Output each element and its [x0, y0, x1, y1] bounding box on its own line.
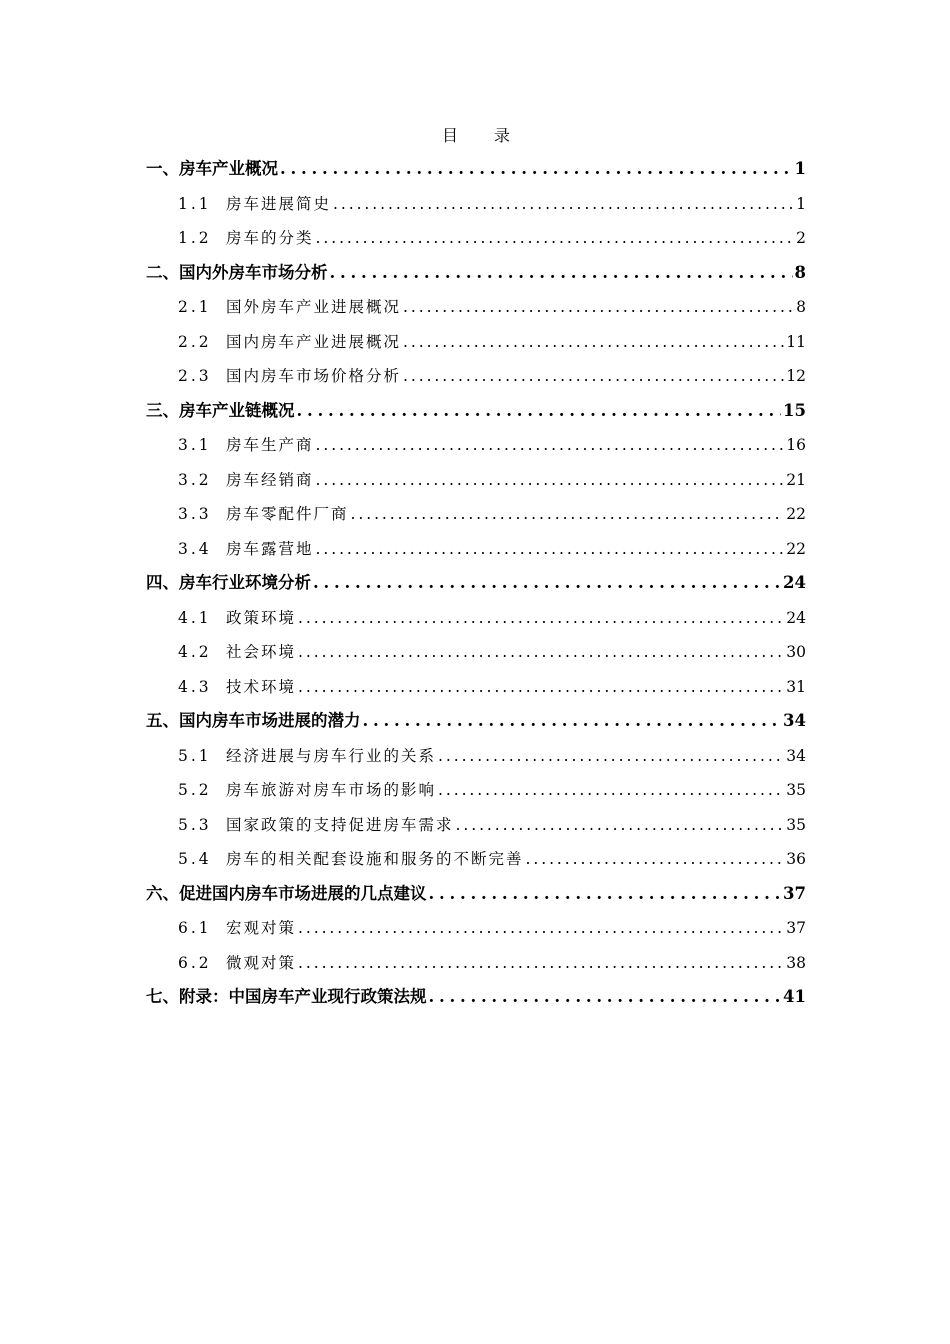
- toc-dot-leader: [456, 808, 785, 843]
- toc-page-number: 16: [786, 436, 806, 454]
- toc-entry-text: 房车生产商: [226, 436, 314, 454]
- toc-entry-text: 国家政策的支持促进房车需求: [226, 815, 454, 834]
- toc-entry-text: 房车的分类: [226, 229, 314, 247]
- toc-section-number: 2.3: [178, 367, 212, 385]
- toc-section-number: 2.2: [178, 332, 212, 351]
- toc-entry-text: 房车露营地: [226, 539, 314, 558]
- toc-dot-leader: [438, 773, 784, 808]
- toc-section-number: 5.3: [178, 815, 212, 834]
- toc-chapter-entry[interactable]: [146, 704, 806, 739]
- toc-entry-label: [178, 532, 314, 567]
- toc-entry-label: [178, 359, 401, 394]
- toc-page-number: 31: [786, 677, 806, 696]
- toc-section-entry[interactable]: [146, 221, 806, 256]
- toc-entry-text: 国内房车市场价格分析: [226, 367, 402, 385]
- toc-section-number: 2.1: [178, 298, 212, 316]
- toc-entry-label: [178, 428, 314, 463]
- toc-entry-text: 房车零配件厂商: [226, 505, 349, 523]
- toc-entry-text: 技术环境: [226, 677, 297, 696]
- toc-entry-label: [146, 980, 427, 1015]
- toc-dot-leader: [298, 601, 784, 636]
- toc-section-entry[interactable]: [146, 808, 806, 843]
- toc-section-entry[interactable]: [146, 290, 806, 325]
- toc-dot-leader: [429, 980, 782, 1015]
- toc-entry-text: 国外房车产业进展概况: [226, 298, 402, 316]
- toc-section-number: 5.4: [178, 850, 212, 868]
- toc-dot-leader: [438, 739, 784, 774]
- toc-page-number: 34: [783, 711, 806, 730]
- toc-entry-text: 房车进展简史: [226, 194, 332, 213]
- toc-page-number: 8: [796, 298, 806, 316]
- toc-section-number: 4.3: [178, 677, 212, 696]
- toc-dot-leader: [297, 394, 782, 429]
- toc-entry-label: [178, 635, 296, 670]
- toc-entry-label: [178, 842, 524, 877]
- toc-dot-leader: [351, 497, 785, 532]
- toc-entry-text: 四、房车行业环境分析: [146, 573, 311, 592]
- toc-entry-text: 国内房车产业进展概况: [226, 332, 402, 351]
- toc-page-number: 1: [794, 159, 806, 178]
- toc-section-entry[interactable]: [146, 946, 806, 981]
- toc-dot-leader: [333, 187, 794, 222]
- toc-section-number: 6.2: [178, 953, 212, 972]
- toc-entry-text: 一、房车产业概况: [146, 159, 278, 178]
- toc-dot-leader: [316, 221, 795, 256]
- toc-dot-leader: [330, 256, 793, 291]
- toc-section-number: 3.2: [178, 470, 212, 489]
- toc-list: [146, 152, 806, 1015]
- toc-dot-leader: [316, 463, 785, 498]
- toc-page-number: 24: [783, 573, 806, 592]
- toc-entry-label: [178, 290, 401, 325]
- toc-entry-label: [178, 187, 331, 222]
- toc-chapter-entry[interactable]: [146, 394, 806, 429]
- toc-page-number: 38: [786, 953, 806, 972]
- toc-section-number: 1.2: [178, 229, 212, 247]
- toc-section-number: 4.1: [178, 608, 212, 627]
- table-of-contents: [146, 120, 806, 1015]
- toc-section-entry[interactable]: [146, 325, 806, 360]
- toc-entry-text: 宏观对策: [226, 919, 297, 937]
- toc-chapter-entry[interactable]: [146, 877, 806, 912]
- toc-section-number: 6.1: [178, 919, 212, 937]
- toc-entry-label: [146, 256, 328, 291]
- toc-page-number: 41: [783, 987, 806, 1006]
- toc-section-entry[interactable]: [146, 428, 806, 463]
- toc-page-number: 1: [796, 194, 806, 213]
- toc-entry-label: [146, 704, 361, 739]
- toc-entry-label: [178, 911, 296, 946]
- toc-page-number: 35: [786, 815, 806, 834]
- toc-section-number: 3.3: [178, 505, 212, 523]
- toc-page-number: 22: [786, 539, 806, 558]
- toc-section-entry[interactable]: [146, 911, 806, 946]
- toc-entry-text: 政策环境: [226, 608, 297, 627]
- toc-entry-text: 五、国内房车市场进展的潜力: [146, 711, 361, 730]
- toc-section-number: 3.1: [178, 436, 212, 454]
- toc-entry-text: 微观对策: [226, 953, 297, 972]
- toc-section-number: 1.1: [178, 194, 212, 213]
- toc-entry-label: [178, 739, 436, 774]
- toc-dot-leader: [363, 704, 782, 739]
- toc-entry-label: [178, 601, 296, 636]
- toc-chapter-entry[interactable]: [146, 980, 806, 1015]
- toc-dot-leader: [280, 152, 793, 187]
- toc-page-number: 11: [786, 332, 806, 351]
- toc-entry-text: 房车的相关配套设施和服务的不断完善: [226, 850, 524, 868]
- toc-section-entry[interactable]: [146, 670, 806, 705]
- toc-title: 目录: [441, 126, 546, 145]
- toc-dot-leader: [429, 877, 782, 912]
- toc-section-entry[interactable]: [146, 187, 806, 222]
- toc-dot-leader: [313, 566, 781, 601]
- toc-page-number: 22: [786, 505, 806, 523]
- toc-section-entry[interactable]: [146, 359, 806, 394]
- toc-dot-leader: [316, 532, 785, 567]
- toc-entry-text: 六、促进国内房车市场进展的几点建议: [146, 883, 427, 903]
- toc-section-number: 5.1: [178, 746, 212, 765]
- toc-entry-text: 社会环境: [226, 643, 297, 661]
- toc-dot-leader: [298, 670, 784, 705]
- toc-section-number: 3.4: [178, 539, 212, 558]
- toc-dot-leader: [403, 359, 784, 394]
- toc-section-entry[interactable]: [146, 532, 806, 567]
- toc-entry-text: 经济进展与房车行业的关系: [226, 746, 437, 765]
- toc-entry-label: [146, 394, 295, 429]
- toc-entry-label: [178, 325, 401, 360]
- toc-page-number: 37: [783, 883, 806, 903]
- toc-dot-leader: [298, 911, 784, 946]
- toc-entry-text: 七、附录：中国房车产业现行政策法规: [146, 987, 427, 1006]
- toc-dot-leader: [403, 290, 794, 325]
- toc-entry-label: [146, 566, 311, 601]
- toc-chapter-entry[interactable]: [146, 152, 806, 187]
- toc-page-number: 12: [786, 367, 806, 385]
- toc-section-entry[interactable]: [146, 497, 806, 532]
- toc-dot-leader: [316, 428, 785, 463]
- toc-page-number: 21: [786, 470, 806, 489]
- toc-page-number: 8: [794, 262, 806, 282]
- toc-section-number: 5.2: [178, 781, 212, 799]
- toc-entry-label: [178, 808, 454, 843]
- toc-page-number: 36: [786, 850, 806, 868]
- toc-page-number: 34: [786, 746, 806, 765]
- toc-dot-leader: [298, 635, 784, 670]
- toc-entry-text: 二、国内外房车市场分析: [146, 262, 328, 282]
- toc-entry-label: [178, 463, 314, 498]
- toc-entry-label: [178, 497, 349, 532]
- toc-page-number: 30: [786, 643, 806, 661]
- toc-chapter-entry[interactable]: [146, 256, 806, 291]
- toc-entry-label: [146, 877, 427, 912]
- toc-entry-label: [178, 773, 436, 808]
- toc-section-entry[interactable]: [146, 635, 806, 670]
- toc-section-entry[interactable]: [146, 842, 806, 877]
- toc-section-number: 4.2: [178, 643, 212, 661]
- toc-page-number: 24: [786, 608, 806, 627]
- toc-section-entry[interactable]: [146, 773, 806, 808]
- toc-section-entry[interactable]: [146, 463, 806, 498]
- toc-page-number: 35: [786, 781, 806, 799]
- toc-section-entry[interactable]: [146, 739, 806, 774]
- toc-dot-leader: [403, 325, 784, 360]
- toc-entry-text: 三、房车产业链概况: [146, 400, 295, 420]
- toc-entry-label: [178, 946, 296, 981]
- toc-entry-text: 房车旅游对房车市场的影响: [226, 781, 437, 799]
- toc-page-number: 2: [796, 229, 806, 247]
- toc-section-entry[interactable]: [146, 601, 806, 636]
- toc-page-number: 15: [783, 400, 806, 420]
- toc-chapter-entry[interactable]: [146, 566, 806, 601]
- toc-entry-text: 房车经销商: [226, 470, 314, 489]
- toc-dot-leader: [298, 946, 784, 981]
- toc-dot-leader: [526, 842, 785, 877]
- toc-page-number: 37: [786, 919, 806, 937]
- toc-entry-label: [178, 221, 314, 256]
- toc-entry-label: [178, 670, 296, 705]
- toc-entry-label: [146, 152, 278, 187]
